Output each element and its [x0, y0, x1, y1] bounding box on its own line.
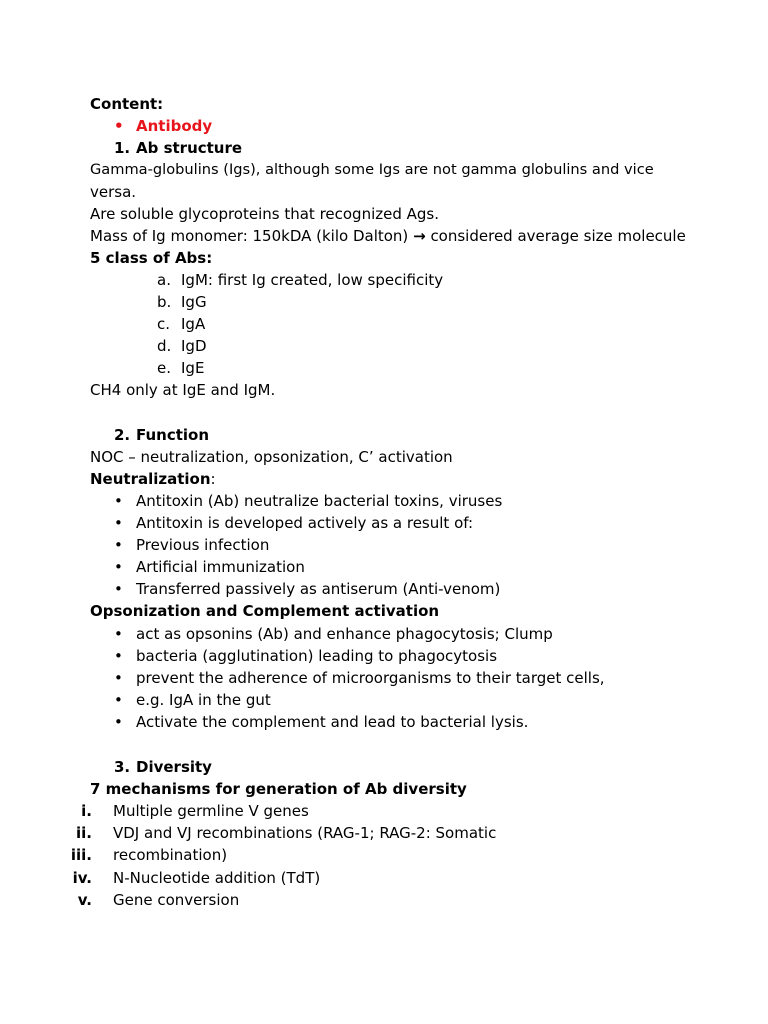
bullet: • [114, 625, 123, 643]
section-2-title: Function [136, 426, 210, 444]
paragraph-1-line-1-text: Gamma-globulins (Igs), although some Igs are not gamma globulins and vice [90, 161, 654, 178]
class-item: IgM: first Ig created, low specificity [181, 271, 444, 289]
class-letter: b. [157, 293, 172, 311]
diversity-item: recombination) [113, 846, 228, 864]
diversity-item: Gene conversion [113, 891, 240, 909]
neutralization-item: Artificial immunization [136, 558, 305, 576]
antibody-label: Antibody [136, 117, 213, 135]
neutralization-item: Antitoxin is developed actively as a result of: [136, 514, 474, 532]
ch4-note: CH4 only at IgE and IgM. [90, 381, 276, 399]
bullet: • [114, 558, 123, 576]
bullet: • [114, 669, 123, 687]
section-2-number: 2. [114, 426, 131, 444]
diversity-heading: 7 mechanisms for generation of Ab diversity [90, 780, 467, 798]
noc-line: NOC – neutralization, opsonization, C’ activation [90, 448, 453, 466]
bullet: • [114, 647, 123, 665]
paragraph-3-text-b: considered average size molecule [430, 227, 686, 245]
bullet: • [114, 536, 123, 554]
roman-numeral: v. [77, 891, 92, 909]
class-item: IgE [181, 359, 205, 377]
neutralization-item: Previous infection [136, 536, 270, 554]
diversity-item: Multiple germline V genes [113, 802, 309, 820]
roman-numeral: i. [81, 802, 92, 820]
opsonization-item: act as opsonins (Ab) and enhance phagocytosis; Clump [136, 625, 553, 643]
roman-numeral: iii. [70, 846, 92, 864]
bullet: • [114, 492, 123, 510]
class-letter: c. [157, 315, 171, 333]
neutralization-heading-line [90, 469, 216, 489]
opsonization-item: bacteria (agglutination) leading to phagocytosis [136, 647, 498, 665]
bullet: • [114, 580, 123, 598]
right-arrow-icon: → [413, 227, 426, 245]
opsonization-item: e.g. IgA in the gut [136, 691, 271, 709]
opsonization-item: Activate the complement and lead to bacterial lysis. [136, 713, 529, 731]
paragraph-3-text-a: Mass of Ig monomer: 150kDA (kilo Dalton) [90, 227, 409, 245]
neutralization-item: Antitoxin (Ab) neutralize bacterial toxins, viruses [136, 492, 503, 510]
class-letter: e. [157, 359, 171, 377]
opsonization-heading: Opsonization and Complement activation [90, 602, 440, 620]
section-1-title: Ab structure [136, 139, 243, 157]
paragraph-3 [90, 226, 686, 246]
section-3-number: 3. [114, 758, 131, 776]
section-1-number: 1. [114, 139, 131, 157]
roman-numeral: ii. [76, 824, 92, 842]
neutralization-heading: Neutralization [90, 470, 211, 488]
paragraph-1-line-2: versa. [90, 183, 137, 201]
class-item: IgD [181, 337, 207, 355]
section-3-title: Diversity [136, 758, 212, 776]
bullet: • [114, 713, 123, 731]
neutralization-colon: : [210, 470, 216, 488]
antibody-bullet: • [114, 117, 124, 135]
paragraph-2: Are soluble glycoproteins that recognized Ags. [90, 205, 440, 223]
roman-numeral: iv. [72, 869, 92, 887]
diversity-item: VDJ and VJ recombinations (RAG-1; RAG-2: Somatic [113, 824, 497, 842]
neutralization-item: Transferred passively as antiserum (Anti-venom) [136, 580, 501, 598]
paragraph-1-line-1 [90, 160, 676, 180]
diversity-item: N-Nucleotide addition (TdT) [113, 869, 321, 887]
bullet: • [114, 514, 123, 532]
opsonization-item: prevent the adherence of microorganisms to their target cells, [136, 669, 605, 687]
class-item: IgA [181, 315, 206, 333]
content-heading: Content: [90, 95, 164, 113]
class-letter: a. [157, 271, 171, 289]
classes-heading: 5 class of Abs: [90, 249, 213, 267]
class-letter: d. [157, 337, 172, 355]
class-item: IgG [181, 293, 207, 311]
bullet: • [114, 691, 123, 709]
